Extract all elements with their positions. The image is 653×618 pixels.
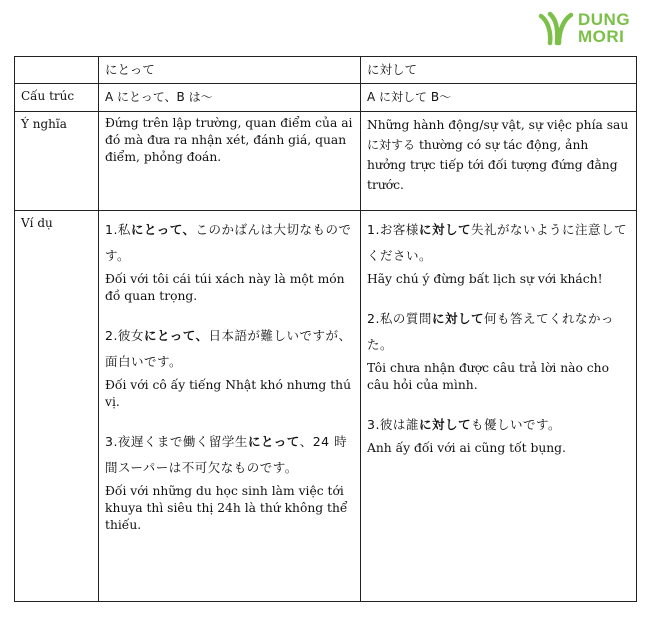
structure-nitotte: A にとって、B は〜 xyxy=(99,84,361,112)
table-header-row xyxy=(15,57,637,84)
example-vi: Đối với tôi cái túi xách này là một món đồ quan trọng. xyxy=(105,272,345,303)
meaning-row xyxy=(15,112,637,211)
example-item xyxy=(367,306,630,394)
meaning-nitotte: Đứng trên lập trường, quan điểm của ai đó mà đưa ra nhận xét, đánh giá, quan điểm, phỏng đoán. xyxy=(99,112,361,211)
meaning-label: Ý nghĩa xyxy=(15,112,99,211)
meaning-part1: Những hành động/sự vật, sự việc phía sau xyxy=(367,118,629,132)
examples-row xyxy=(15,211,637,602)
example-jp: 2.彼女にとって、日本語が難しいですが、面白いです。 xyxy=(105,328,352,369)
header-empty-cell xyxy=(15,57,99,84)
structure-label: Cấu trúc xyxy=(15,84,99,112)
meaning-nitaishite xyxy=(361,112,637,211)
example-item xyxy=(105,323,354,411)
logo-text-mori: MORI xyxy=(578,27,625,46)
structure-nitaishite: A に対して B〜 xyxy=(361,84,637,112)
example-vi: Tôi chưa nhận được câu trả lời nào cho câu hỏi của mình. xyxy=(367,361,609,392)
example-vi: Anh ấy đối với ai cũng tốt bụng. xyxy=(367,441,566,455)
example-jp: 2.私の質問に対して何も答えてくれなかった。 xyxy=(367,311,614,352)
example-item xyxy=(105,217,354,305)
leaf-logo-icon xyxy=(537,10,575,46)
example-jp: 1.お客様に対して失礼がないように注意してください。 xyxy=(367,222,627,263)
examples-nitaishite xyxy=(361,211,637,602)
header-nitotte: にとって xyxy=(99,57,361,84)
examples-label: Ví dụ xyxy=(15,211,99,602)
meaning-part2: thường có sự tác động, ảnh hưởng trực tiếp tới đối tượng đứng đằng trước. xyxy=(367,138,618,192)
header-nitaishite: に対して xyxy=(361,57,637,84)
dungmori-logo xyxy=(537,10,637,46)
example-item xyxy=(105,429,354,534)
example-jp: 3.夜遅くまで働く留学生にとって、24 時間スーパーは不可欠なものです。 xyxy=(105,434,348,475)
example-jp: 3.彼は誰に対しても優しいです。 xyxy=(367,417,561,432)
example-item xyxy=(367,412,630,457)
example-item xyxy=(367,217,630,288)
examples-nitotte xyxy=(99,211,361,602)
grammar-comparison-table xyxy=(14,56,637,602)
example-vi: Đối với cô ấy tiếng Nhật khó nhưng thú vị. xyxy=(105,378,351,409)
example-vi: Đối với những du học sinh làm việc tới khuya thì siêu thị 24h là thứ không thể thiếu. xyxy=(105,484,348,532)
example-vi: Hãy chú ý đừng bất lịch sự với khách! xyxy=(367,272,603,286)
meaning-jp-term: に対する xyxy=(367,138,416,152)
example-jp: 1.私にとって、このかばんは大切なものです。 xyxy=(105,222,352,263)
logo-text-dung: DUNG xyxy=(578,10,631,29)
structure-row xyxy=(15,84,637,112)
